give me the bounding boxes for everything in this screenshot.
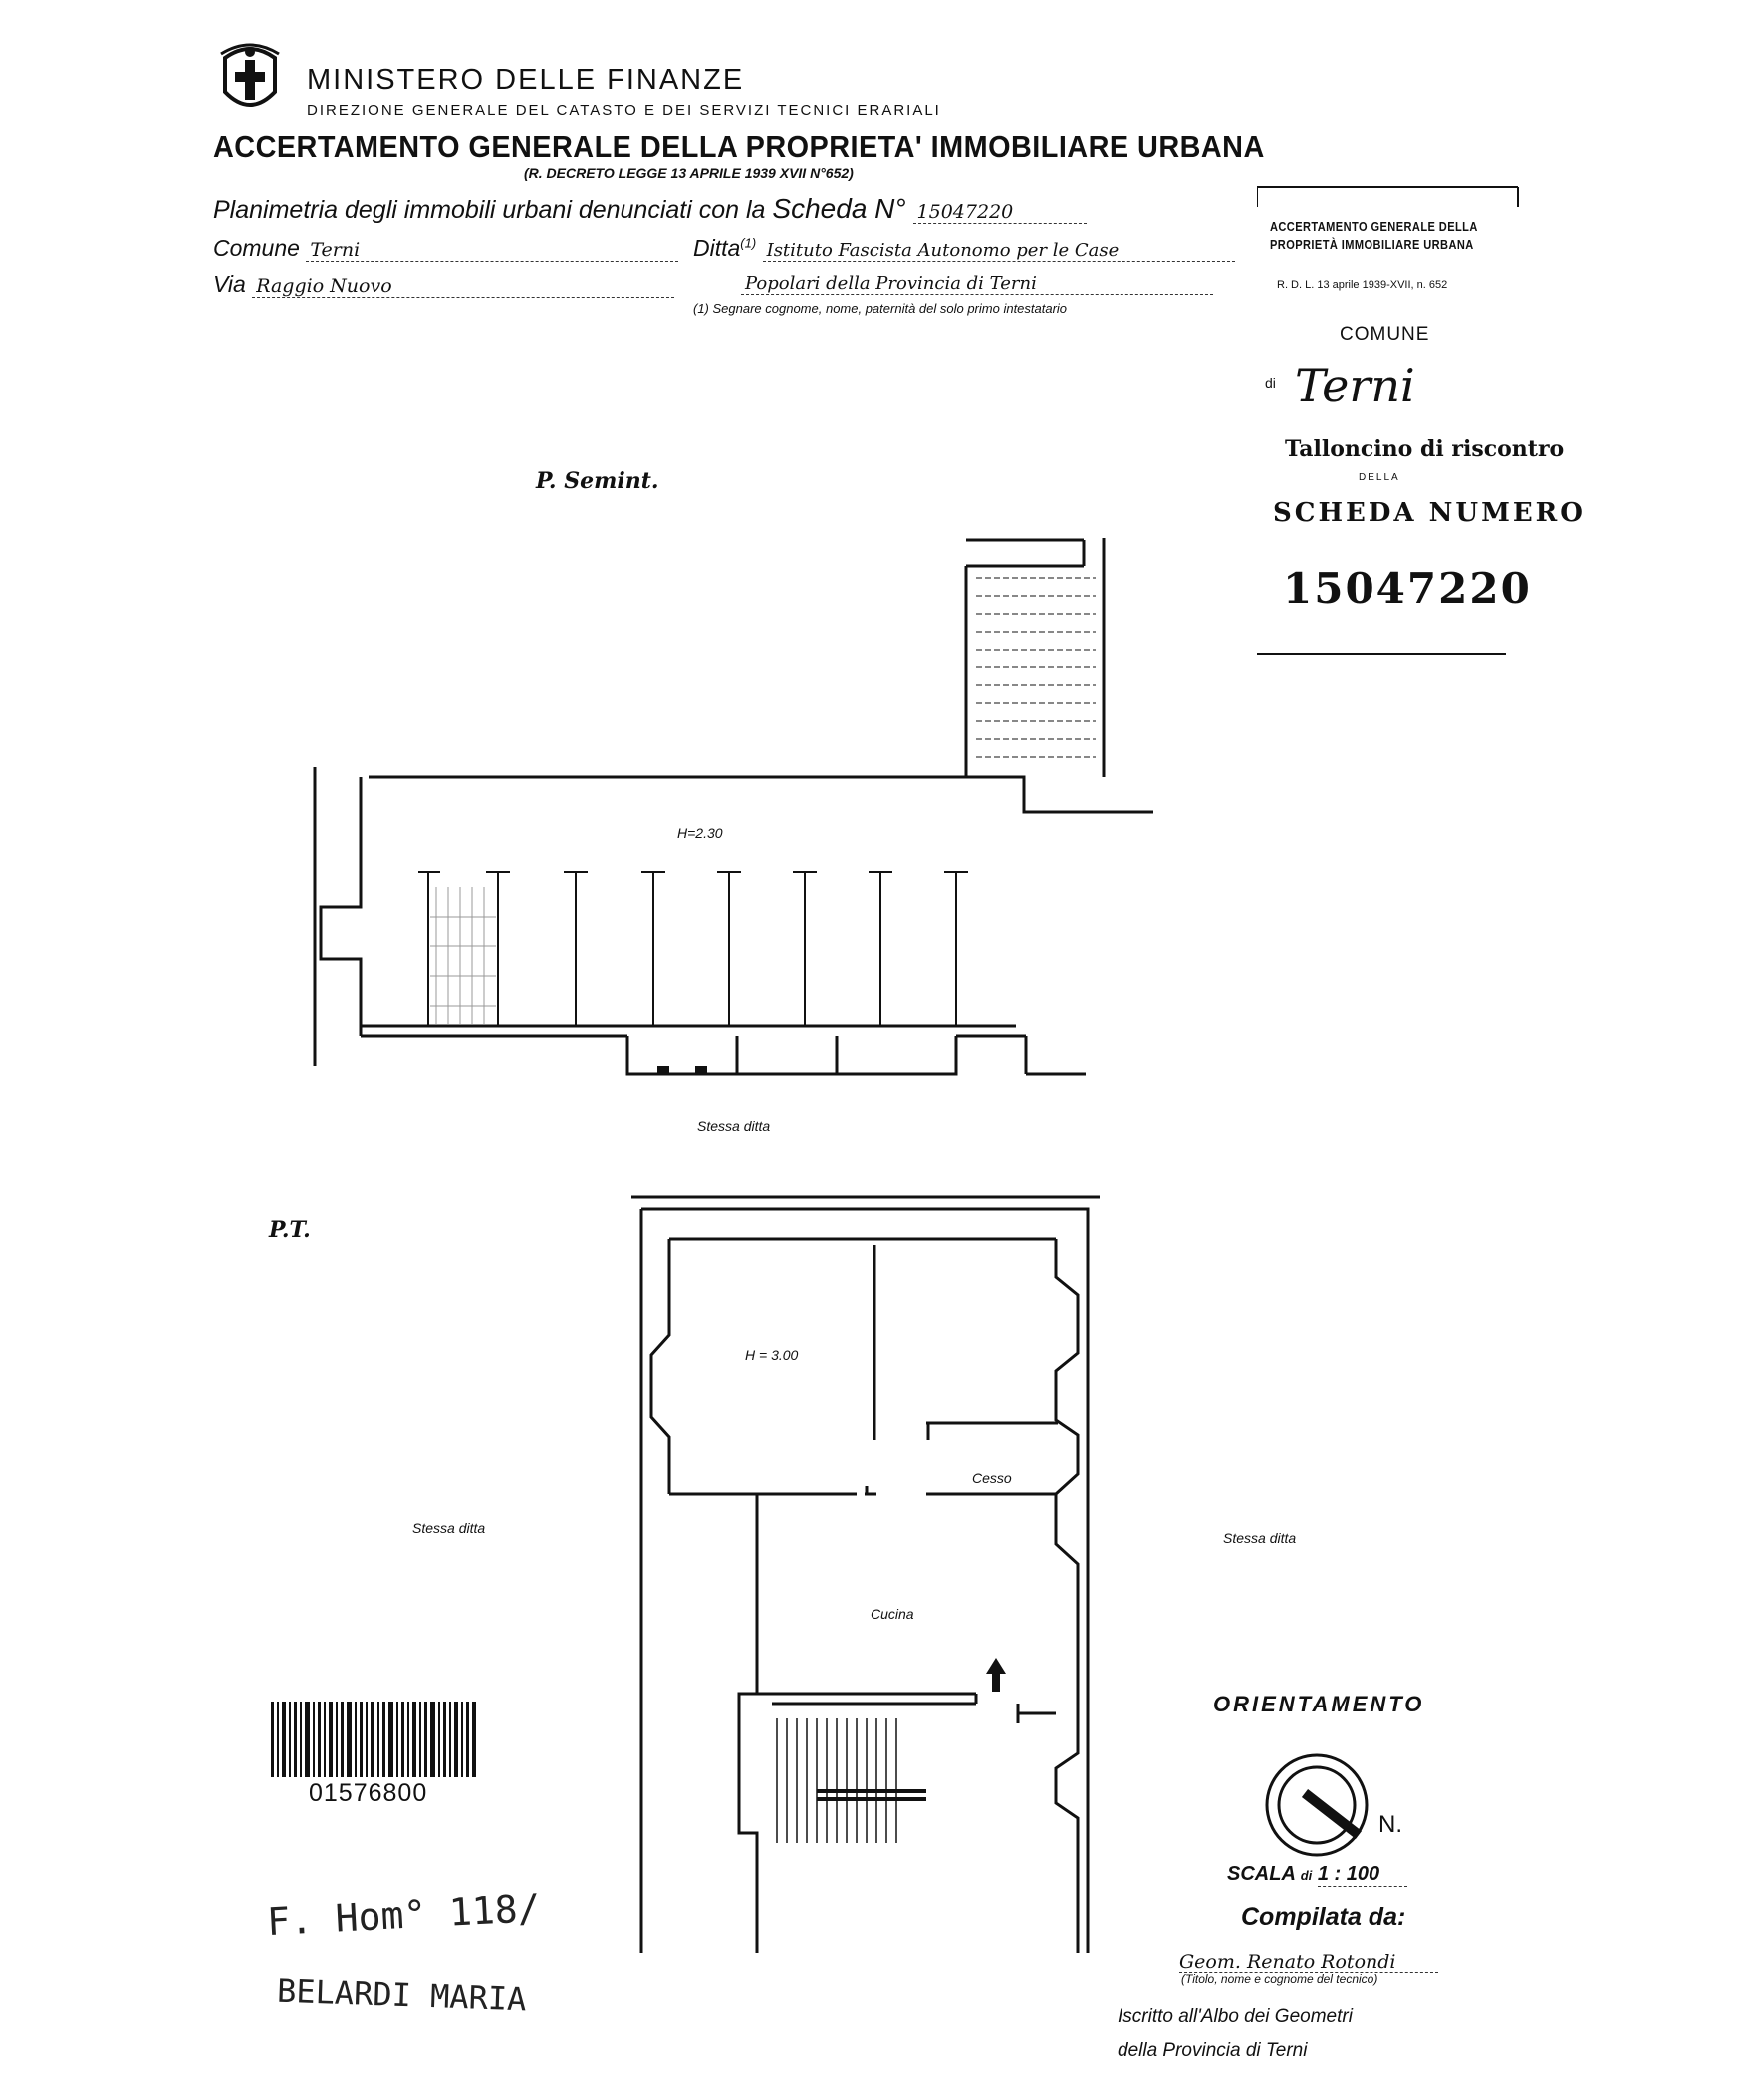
della-label: DELLA bbox=[1359, 472, 1400, 483]
stamp-comune-value: Terni bbox=[1295, 359, 1415, 412]
scala-label: SCALA bbox=[1227, 1863, 1296, 1885]
left-neighbor-label: Stessa ditta bbox=[412, 1520, 486, 1536]
floor-plan-piano-terra bbox=[627, 1195, 1106, 1953]
north-compass-icon bbox=[1261, 1751, 1380, 1861]
via-line bbox=[213, 271, 674, 298]
ditta-value-1: Istituto Fascista Autonomo per le Case bbox=[763, 240, 1235, 262]
right-neighbor-label: Stessa ditta bbox=[1223, 1530, 1297, 1546]
ministry-title: MINISTERO DELLE FINANZE bbox=[307, 64, 745, 96]
seminterrato-label: P. Semint. bbox=[536, 468, 659, 494]
barcode-icon bbox=[269, 1702, 488, 1779]
barcode-number: 01576800 bbox=[309, 1779, 428, 1807]
scheda-label: Scheda N° bbox=[772, 193, 906, 224]
seminterrato-height: H=2.30 bbox=[677, 825, 723, 841]
north-label: N. bbox=[1378, 1811, 1402, 1838]
ditta-value-2: Popolari della Provincia di Terni bbox=[741, 273, 1213, 295]
piano-terra-label: P.T. bbox=[269, 1217, 311, 1243]
scala-di: di bbox=[1300, 1868, 1313, 1883]
tecnico-name: Geom. Renato Rotondi bbox=[1179, 1951, 1438, 1973]
scheda-numero-label: SCHEDA NUMERO bbox=[1273, 498, 1586, 528]
scheda-value: 15047220 bbox=[913, 201, 1087, 224]
scheda-numero-value: 15047220 bbox=[1283, 564, 1532, 613]
ditta-line bbox=[693, 235, 1235, 262]
handwritten-note-1: F. Hom° 118/ bbox=[266, 1885, 542, 1945]
comune-value: Terni bbox=[306, 239, 678, 262]
comune-line bbox=[213, 235, 678, 262]
via-value: Raggio Nuovo bbox=[252, 275, 674, 298]
compilata-label: Compilata da: bbox=[1241, 1903, 1406, 1931]
stamp-line-2: PROPRIETÀ IMMOBILIARE URBANA bbox=[1270, 237, 1474, 252]
tecnico-note: (Titolo, nome e cognome del tecnico) bbox=[1181, 1972, 1378, 1986]
ditta-footnote: (1) Segnare cognome, nome, paternità del solo primo intestatario bbox=[693, 301, 1068, 316]
iscritto-albo: Iscritto all'Albo dei Geometri bbox=[1118, 2006, 1353, 2027]
cesso-label: Cesso bbox=[972, 1470, 1012, 1486]
stamp-comune-prefix: di bbox=[1265, 375, 1276, 391]
handwritten-note-2: BELARDI MARIA bbox=[276, 1971, 528, 2019]
direzione-subtitle: DIREZIONE GENERALE DEL CATASTO E DEI SERVIZI TECNICI ERARIALI bbox=[307, 102, 941, 119]
ditta-line-2 bbox=[741, 273, 1213, 295]
seminterrato-below-label: Stessa ditta bbox=[697, 1118, 771, 1134]
cucina-label: Cucina bbox=[871, 1606, 914, 1622]
stamp-comune-label: COMUNE bbox=[1340, 324, 1430, 345]
piano-terra-height: H = 3.00 bbox=[745, 1347, 799, 1363]
planimetria-label: Planimetria degli immobili urbani denunciati con la bbox=[213, 196, 766, 224]
ditta-label: Ditta bbox=[693, 235, 741, 261]
decreto-reference: (R. DECRETO LEGGE 13 APRILE 1939 XVII N°652) bbox=[524, 165, 854, 181]
orientamento-label: ORIENTAMENTO bbox=[1213, 1692, 1425, 1716]
coat-of-arms-emblem bbox=[215, 40, 285, 120]
scala-line bbox=[1227, 1863, 1407, 1887]
scala-value: 1 : 100 bbox=[1318, 1863, 1407, 1887]
stamp-line-1: ACCERTAMENTO GENERALE DELLA bbox=[1270, 219, 1478, 234]
floor-plan-seminterrato bbox=[299, 538, 1175, 1096]
ditta-superscript: (1) bbox=[740, 235, 757, 251]
stamp-rd: R. D. L. 13 aprile 1939-XVII, n. 652 bbox=[1277, 279, 1448, 291]
document-title: ACCERTAMENTO GENERALE DELLA PROPRIETA' IMMOBILIARE URBANA bbox=[213, 130, 1265, 164]
provincia-terni: della Provincia di Terni bbox=[1118, 2040, 1308, 2061]
planimetria-line bbox=[213, 193, 1087, 225]
talloncino-label: Talloncino di riscontro bbox=[1285, 436, 1565, 462]
comune-label: Comune bbox=[213, 235, 300, 261]
via-label: Via bbox=[213, 271, 246, 297]
